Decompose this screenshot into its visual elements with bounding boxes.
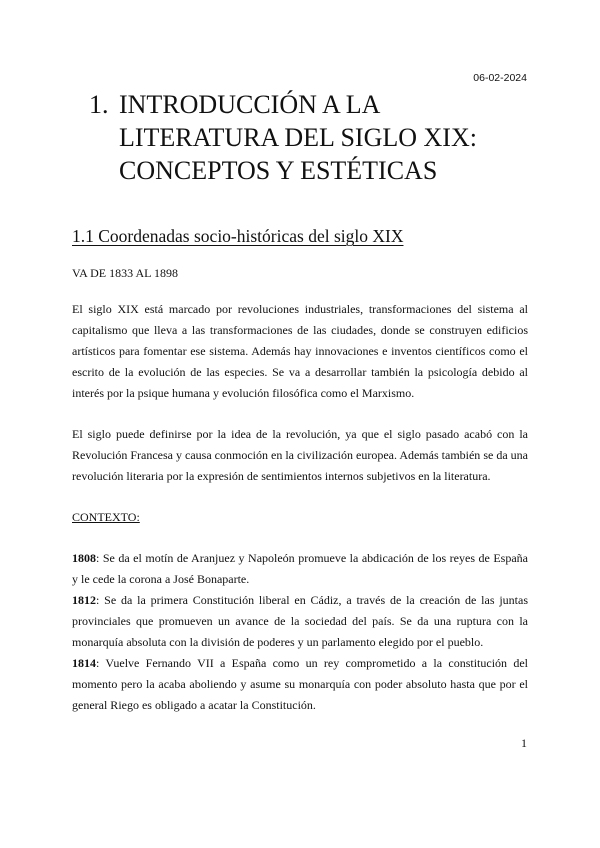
event-text: : Se da la primera Constitución liberal en Cádiz, a través de la creación de las juntas provinciales que promueven un avance de la sociedad del país. Se da una ruptura con la monarquía absoluta con la división de poderes y un parlamento elegido por el pueblo.	[72, 593, 528, 649]
event-item-1812	[72, 590, 528, 653]
event-year: 1814	[72, 656, 96, 670]
event-list	[72, 548, 528, 716]
page-number: 1	[521, 736, 527, 750]
event-item-1808	[72, 548, 528, 590]
event-year: 1812	[72, 593, 96, 607]
event-item-1814	[72, 653, 528, 716]
paragraph-2: El siglo puede definirse por la idea de la revolución, ya que el siglo pasado acabó con la Revolución Francesa y causa conmoción en la civilización europea. Además también se da una revolución literaria por la expresión de sentimientos internos subjetivos en la literatura.	[72, 427, 528, 483]
heading-text: INTRODUCCIÓN A LA LITERATURA DEL SIGLO XIX: CONCEPTOS Y ESTÉTICAS	[119, 90, 477, 185]
heading-number: 1.	[89, 90, 109, 119]
date-range: VA DE 1833 AL 1898	[72, 266, 179, 280]
page-title	[89, 88, 529, 187]
paragraph-1: El siglo XIX está marcado por revoluciones industriales, transformaciones del sistema al capitalismo que lleva a las transformaciones de las ciudades, donde se construyen edificios artísticos para fomentar ese sistema. Además hay innovaciones e inventos científicos como el escrito de la evolución de las especies. Se va a desarrollar también la psicología debido al interés por la psique humana y evolución filosófica como el Marxismo.	[72, 302, 528, 400]
context-label: CONTEXTO:	[72, 510, 140, 524]
event-year: 1808	[72, 551, 96, 565]
event-text: : Se da el motín de Aranjuez y Napoleón promueve la abdicación de los reyes de España y le cede la corona a José Bonaparte.	[72, 551, 528, 586]
section-heading: 1.1 Coordenadas socio-históricas del siglo XIX	[72, 226, 404, 246]
event-text: : Vuelve Fernando VII a España como un rey comprometido a la constitución del momento pero la acaba aboliendo y asume su monarquía con poder absoluto hasta que por el general Riego es obligado a acatar la Constitución.	[72, 656, 528, 712]
document-date: 06-02-2024	[473, 72, 527, 84]
